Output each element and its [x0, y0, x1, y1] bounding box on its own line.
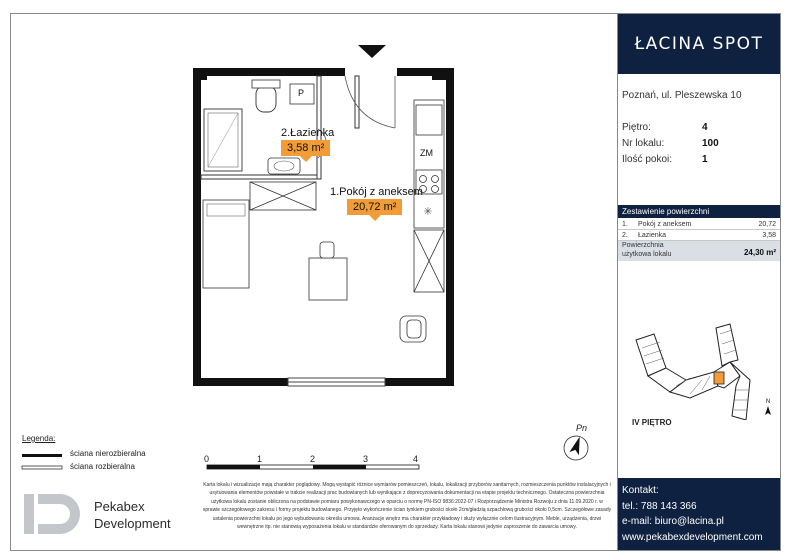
desk-chair	[320, 242, 334, 258]
legend-item-outline: ściana rozbieralna	[70, 462, 135, 471]
summary-row-no: 2.	[622, 232, 628, 239]
brand-header	[618, 14, 780, 74]
scale-label-2: 2	[310, 454, 316, 464]
entrance-arrow-icon	[358, 45, 386, 58]
disclaimer-text: Karta lokalu i wizualizacje mają charakter poglądowy. Mogą wystąpić różnice wymiarów pomieszczeń, lokalu, lokalizacji przyborów sanitarnych, rozmieszczenia punktów instalacyjnych i usytuowania elementów powstałe w trakcie realizacji prac budowlanych lub wynikające z doprecyzowania dokumentacji na etapie projektu technicznego. Ostateczna powierzchnia użytkowa lokalu zostanie obliczona na podstawie pomiaru powykonawczego w oparciu o normę PN-ISO 9836:2022-07 i Rozporządzenie Ministra Rozwoju z dnia 11.09.2020 r. w sprawie szczegółowego zakresu i formy projektu budowlanego. Przyjęto wykończenie ścian tynkiem grubości około 2cm/gładzią szpachlową grubości około 0,5cm. Szczegółowe zasady ustalenia powierzchni lokalu po jego wybudowaniu określa umowa. Aranżacje wnętrz ma charakter przykładowy i służy wyłącznie celom ilustracyjnym. Meble, urządzenia, drzwi wewnętrzne itp. nie stanowią wyposażenia lokalu w standardzie oferowanym do sprzedaży. Karta lokalu stanowi jedynie zaproszenie do zawarcia umowy.	[202, 482, 612, 531]
desk	[309, 258, 347, 300]
building-key-plan	[626, 320, 776, 420]
info-value-unit: 100	[702, 138, 719, 149]
room-area-living: 20,72 m²	[347, 199, 402, 215]
room-name-bathroom: 2.Łazienka	[281, 127, 335, 139]
info-label-floor: Piętro:	[622, 122, 651, 133]
summary-total-label-2: użytkowa lokalu	[622, 251, 672, 258]
contact-email[interactable]: e-mail: biuro@lacina.pl	[622, 516, 724, 527]
scale-label-1: 1	[257, 454, 263, 464]
floor-label: IV PIĘTRO	[632, 418, 672, 427]
scale-bar	[207, 465, 419, 469]
summary-total	[618, 241, 780, 261]
room-name-living: 1.Pokój z aneksem	[330, 186, 423, 198]
wardrobe	[250, 182, 316, 210]
contact-title: Kontakt:	[622, 485, 659, 496]
room-area-bathroom: 3,58 m²	[281, 140, 330, 156]
contact-phone[interactable]: tel.: 788 143 366	[622, 500, 697, 512]
brand-name: ŁACINA SPOT	[634, 34, 764, 54]
contact-box	[618, 478, 780, 550]
armchair	[400, 316, 426, 342]
summary-row-area: 3,58	[762, 232, 776, 239]
toilet	[256, 86, 276, 112]
scale-label-3: 3	[363, 454, 369, 464]
entrance-door-swing	[345, 76, 395, 128]
shaft-label: P	[298, 88, 305, 98]
svg-text:✳: ✳	[423, 205, 433, 218]
bed	[203, 200, 249, 288]
scale-label-0: 0	[204, 454, 210, 464]
summary-title: Zestawienie powierzchni	[618, 205, 780, 218]
legend-swatch-outline	[22, 466, 62, 469]
summary-row-name: Łazienka	[638, 232, 667, 239]
summary-row	[618, 230, 780, 241]
address: Poznań, ul. Pleszewska 10	[622, 90, 742, 101]
unit-highlight	[714, 372, 724, 384]
scale-label-4: 4	[413, 454, 419, 464]
key-plan-north-label: N	[765, 399, 771, 405]
summary-row-name: Pokój z aneksem	[638, 221, 692, 228]
north-arrow-icon	[561, 433, 591, 463]
legend-title: Legenda:	[22, 434, 56, 443]
summary-row-no: 1.	[622, 221, 628, 228]
developer-name-line2: Development	[94, 516, 171, 531]
legend-swatch-solid	[22, 454, 62, 457]
washbasin	[268, 158, 300, 174]
info-value-rooms: 1	[702, 154, 708, 165]
north-label: Pn	[576, 423, 588, 433]
contact-website[interactable]: www.pekabexdevelopment.com	[622, 531, 763, 543]
developer-name-line1: Pekabex	[94, 499, 145, 514]
pekabex-logo-icon	[24, 494, 86, 534]
summary-row-area: 20,72	[758, 221, 776, 228]
legend-item-solid: ściana nierozbieralna	[70, 449, 146, 458]
info-label-unit: Nr lokalu:	[622, 138, 665, 149]
summary-row	[618, 219, 780, 230]
info-label-rooms: Ilość pokoi:	[622, 154, 673, 165]
summary-total-value: 24,30 m²	[743, 248, 776, 257]
fridge-label: ZM	[420, 148, 433, 158]
window	[288, 378, 385, 386]
summary-total-label-1: Powierzchnia	[622, 242, 664, 249]
info-value-floor: 4	[702, 122, 708, 133]
key-plan-north-icon	[765, 406, 771, 415]
